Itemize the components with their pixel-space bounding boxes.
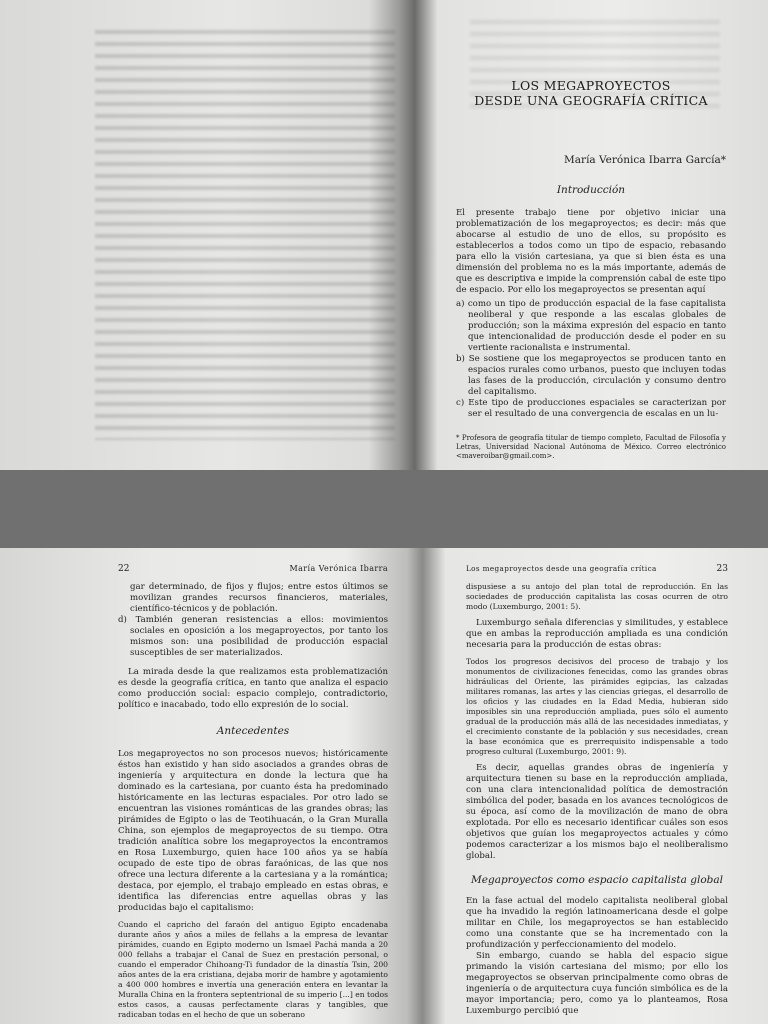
page-23: [466, 564, 728, 1017]
block-quote: dispusiese a su antojo del plan total de reproducción. En las sociedades de producción capitalista las cosas ocurren de otro modo (Luxemburgo, 2001: 5).: [466, 582, 728, 611]
page-header: [118, 564, 388, 574]
page-number: 22: [118, 564, 130, 574]
list-item: c) Este tipo de producciones espaciales se caracterizan por ser el resultado de una convergencia de escalas en un lu-: [456, 398, 726, 419]
section-heading: Introducción: [556, 184, 626, 196]
objectives-list: [118, 615, 388, 659]
footnote: * Profesora de geografía titular de tiempo completo, Facultad de Filosofía y Letras, Universidad Nacional Autónoma de México. Correo electrónico <maveroibar@gmail.com>.: [456, 434, 726, 460]
running-head: María Verónica Ibarra: [289, 564, 388, 573]
bottom-spread: [0, 548, 768, 1024]
list-item: a) como un tipo de producción espacial de la fase capitalista neoliberal y que responde a las escalas globales de producción; son la máxima expresión del espacio en tanto que intencionalidad de producción desde el poder en su vertiente racionalista e instrumental.: [456, 299, 726, 353]
page-number: 23: [716, 564, 728, 574]
paragraph: En la fase actual del modelo capitalista neoliberal global que ha invadido la región latinoamericana desde el golpe militar en Chile, los megaproyectos se han establecido como una constante que se ha incrementado con la profundización y perfeccionamiento del modelo.: [466, 896, 728, 950]
section-heading: Megaproyectos como espacio capitalista global: [471, 874, 723, 886]
page-21: [456, 78, 726, 483]
paragraph: Luxemburgo señala diferencias y similitudes, y establece que en ambas la reproducción ampliada es una condición necesaria para la producción de estas obras:: [466, 618, 728, 650]
chapter-title-line1: LOS MEGAPROYECTOS: [511, 78, 671, 93]
page-22: [118, 564, 388, 1020]
block-quote: Cuando el capricho del faraón del antiguo Egipto encadenaba durante años y años a miles de fellahs a la empresa de levantar pirámides, cuando en Egipto moderno un Ismael Pachá manda a 20 000 fellahs a trabajar el Canal de Suez en prestación personal, o cuando el emperador Chihoang-Ti fundador de la dinastía Tsin, 200 años antes de la era cristiana, dejaba morir de hambre y agotamiento a 400 000 hombres e invertía una generación entera en levantar la Muralla China en la frontera septentrional de su imperio [...] en todos estos casos, a causas perfectamente claras y tangibles, que radicaban todas en el hecho de que un soberano: [118, 920, 388, 1019]
background-gap: [0, 470, 768, 548]
list-item: d) También generan resistencias a ellos: movimientos sociales en oposición a los megaproyectos, por tanto los mismos son: una posibilidad de producción espacial susceptibles de ser materializados.: [118, 615, 388, 658]
top-spread: [0, 0, 768, 470]
chapter-title-line2: DESDE UNA GEOGRAFÍA CRÍTICA: [474, 93, 708, 108]
page-header: [466, 564, 728, 574]
block-quote: Todos los progresos decisivos del proceso de trabajo y los monumentos de civilizaciones fenecidas, como las grandes obras hidráulicas del Oriente, las pirámides egipcias, las calzadas militares romanas, las artes y las ciencias griegas, el desarrollo de los oficios y las ciudades en la Edad Media, hubieran sido imposibles sin una reproducción ampliada, pues sólo el aumento gradual de la producción más allá de las necesidades inmediatas, y el crecimiento constante de la población y sus necesidades, crean la base económica que es prerrequisito indispensable a todo progreso cultural (Luxemburgo, 2001: 9).: [466, 657, 728, 756]
list-item: b) Se sostiene que los megaproyectos se producen tanto en espacios rurales como urbanos, puesto que incluyen todas las fases de la producción, circulación y consumo dentro del capitalismo.: [456, 354, 726, 397]
bleed-through-text: [95, 30, 395, 440]
paragraph: Los megaproyectos no son procesos nuevos; históricamente éstos han existido y han sido asociados a grandes obras de ingeniería y arquitectura en donde la lectura que ha dominado es la cartesiana, por cuanto ésta ha predominado históricamente en las lecturas espaciales. Por otro lado se encuentran las visiones románticas de las grandes obras; las pirámides de Egipto o las de Teotihuacán, o la Gran Muralla China, son ejemplos de megaproyectos de su tiempo. Otra tradición analítica sobre los megaproyectos la encontramos en Rosa Luxemburgo, quien hace 100 años ya se había ocupado de este tipo de obras faraónicas, de las que nos ofrece una lectura diferente a la cartesiana y a la romántica; destaca, por ejemplo, el trabajo empleado en estas obras, e identifica las diferencias entre aquellas obras y las producidas bajo el capitalismo:: [118, 749, 388, 913]
paragraph: Sin embargo, cuando se habla del espacio sigue primando la visión cartesiana del mismo; por ello los megaproyectos se observan principalmente como obras de ingeniería o de arquitectura cuya función simbólica es de la mayor importancia; pero, como ya lo planteamos, Rosa Luxemburgo percibió que: [466, 951, 728, 1016]
paragraph: Es decir, aquellas grandes obras de ingeniería y arquitectura tienen su base en la reproducción ampliada, con una clara intencionalidad política de demostración simbólica del poder, basada en los avances tecnológicos de su época, así como de la movilización de mano de obra explotada. Por ello es necesario identificar cuáles son esos objetivos que guían los megaproyectos actuales y cómo podemos caracterizar a los mismos bajo el neoliberalismo global.: [466, 763, 728, 861]
objectives-list: [456, 299, 726, 420]
running-head: Los megaproyectos desde una geografía crítica: [466, 564, 657, 573]
intro-paragraph: El presente trabajo tiene por objetivo iniciar una problematización de los megaproyectos; es decir: más que abocarse al estudio de uno de ellos, su propósito es establecerlos a todos como un tipo de espacio, rebasando para ello la visión cartesiana, ya que si bien ésta es una dimensión del problema no es la más importante, además de que es descriptiva e impide la comprensión cabal de este tipo de espacio. Por ello los megaproyectos se presentan aquí: [456, 208, 726, 295]
author-name: María Verónica Ibarra García*: [564, 154, 726, 166]
section-heading: Antecedentes: [216, 725, 290, 737]
paragraph: La mirada desde la que realizamos esta problematización es desde la geografía crítica, en tanto que analiza el espacio como producción social: espacio complejo, contradictorio, político e inacabado, todo ello expresión de lo social.: [118, 667, 388, 710]
list-continuation: gar determinado, de fijos y flujos; entre estos últimos se movilizan grandes recursos financieros, materiales, científico-técnicos y de población.: [130, 582, 388, 614]
